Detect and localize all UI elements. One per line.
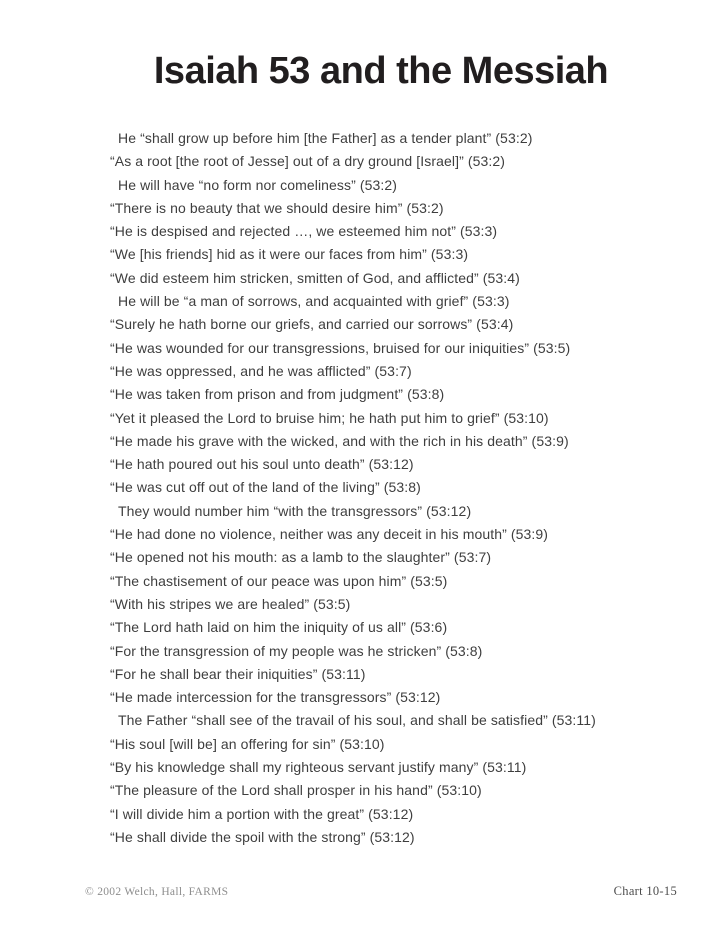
quote-line: “He made his grave with the wicked, and with the rich in his death” (53:9) [110, 432, 569, 449]
quote-line: He “shall grow up before him [the Father] as a tender plant” (53:2) [118, 130, 533, 146]
quote-line: “He is despised and rejected …, we esteemed him not” (53:3) [110, 223, 498, 240]
quote-line: “He shall divide the spoil with the strong” (53:12) [110, 828, 415, 845]
quote-line: He will have “no form nor comeliness” (53:2) [118, 176, 398, 193]
quote-line: “He was wounded for our transgressions, bruised for our iniquities” (53:5) [110, 339, 571, 356]
quote-line: “We did esteem him stricken, smitten of God, and afflicted” (53:4) [110, 269, 520, 286]
quote-line: “He was oppressed, and he was afflicted” (53:7) [110, 362, 412, 379]
quote-line: He will be “a man of sorrows, and acquainted with grief” (53:3) [118, 293, 510, 310]
quote-list [85, 127, 677, 849]
quote-line: “There is no beauty that we should desire him” (53:2) [110, 199, 444, 216]
quote-line: “He hath poured out his soul unto death” (53:12) [110, 456, 414, 473]
quote-line: The Father “shall see of the travail of his soul, and shall be satisfied” (53:11) [118, 712, 596, 729]
quote-line: “Yet it pleased the Lord to bruise him; he hath put him to grief” (53:10) [110, 409, 549, 426]
quote-line: “Surely he hath borne our griefs, and carried our sorrows” (53:4) [110, 316, 514, 333]
quote-line: “As a root [the root of Jesse] out of a dry ground [Israel]” (53:2) [110, 153, 506, 170]
quote-line: “He made intercession for the transgressors” (53:12) [110, 689, 441, 706]
quote-line: “He opened not his mouth: as a lamb to the slaughter” (53:7) [110, 549, 492, 566]
quote-line: “He was taken from prison and from judgment” (53:8) [110, 386, 445, 403]
quote-line: “The Lord hath laid on him the iniquity of us all” (53:6) [110, 619, 448, 636]
quote-line: “By his knowledge shall my righteous servant justify many” (53:11) [110, 759, 527, 776]
chart-number-label: Chart 10-15 [613, 884, 677, 898]
quote-line: “The pleasure of the Lord shall prosper in his hand” (53:10) [110, 782, 482, 799]
quote-line: “His soul [will be] an offering for sin” (53:10) [110, 735, 385, 752]
quote-line: “For the transgression of my people was he stricken” (53:8) [110, 642, 483, 659]
footer [85, 884, 677, 899]
quote-line: “For he shall bear their iniquities” (53:11) [110, 665, 366, 682]
quote-line: They would number him “with the transgressors” (53:12) [118, 502, 472, 519]
quote-line: “The chastisement of our peace was upon him” (53:5) [110, 572, 448, 589]
quote-line: “With his stripes we are healed” (53:5) [110, 595, 351, 612]
quote-line: “He had done no violence, neither was any deceit in his mouth” (53:9) [110, 526, 549, 543]
page-title: Isaiah 53 and the Messiah [153, 50, 609, 92]
copyright-notice: © 2002 Welch, Hall, FARMS [85, 886, 229, 898]
quote-line: “I will divide him a portion with the great” (53:12) [110, 805, 414, 822]
quote-line: “He was cut off out of the land of the living” (53:8) [110, 479, 421, 496]
quote-line: “We [his friends] hid as it were our faces from him” (53:3) [110, 246, 469, 263]
